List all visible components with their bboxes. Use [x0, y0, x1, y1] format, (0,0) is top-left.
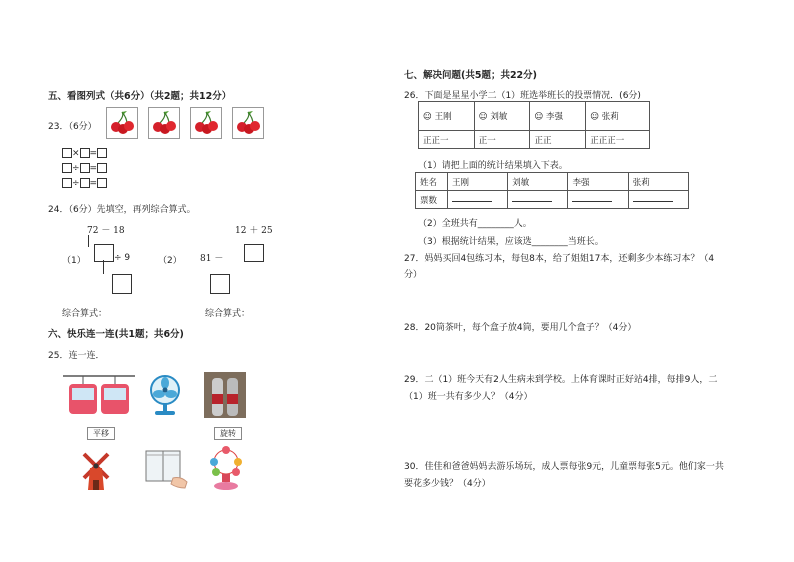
q23-label: 23．（6分）	[48, 122, 97, 132]
tally-cell-4: 正正正一	[586, 131, 650, 149]
q24-left-line-a	[88, 235, 89, 247]
q29-line1: 29．二（1）班今天有2人生病未到学校。上体育课时正好站4排，每排9人，二	[404, 375, 718, 385]
answer-cell[interactable]	[508, 191, 568, 209]
vote-tally-table	[418, 101, 650, 149]
candidate-cell-3: ☺ 李强	[530, 102, 586, 131]
bottles-image	[204, 372, 246, 421]
q24-right-pre: 81 －	[200, 254, 224, 264]
cherry-image-3	[190, 107, 222, 139]
q24-formula-1: 综合算式：	[62, 309, 108, 319]
answer-cell[interactable]	[628, 191, 688, 209]
header-cell: 李强	[568, 173, 628, 191]
answer-cell[interactable]	[447, 191, 507, 209]
tag-translation: 平移	[87, 427, 115, 440]
section5-title: 五、看图列式（共6分）（共2题；共12分）	[48, 91, 232, 102]
q24-label: 24．（6分）先填空，再列综合算式。	[48, 205, 196, 215]
windmill-image	[78, 448, 114, 493]
q26-sub2: （2）全班共有________人。	[418, 219, 532, 229]
q24-right-num: （2）	[158, 256, 182, 266]
q23-equation-2[interactable]: ÷ =	[62, 163, 107, 174]
header-cell: 王刚	[447, 173, 507, 191]
section7-title: 七、解决问题(共5题；共22分)	[404, 70, 538, 81]
q26-sub1: （1）请把上面的统计结果填入下表。	[418, 161, 568, 171]
q24-formula-2: 综合算式：	[205, 309, 251, 319]
cherry-image-4	[232, 107, 264, 139]
q30-line2: 要花多少钱？（4分）	[404, 479, 491, 489]
q29-line2: （1）班一共有多少人？（4分）	[404, 392, 533, 402]
q26-sub3: （3）根据统计结果，应该选________当班长。	[418, 237, 604, 247]
q24-left-op: ÷ 9	[114, 253, 131, 263]
q24-right-box-1[interactable]	[244, 244, 264, 262]
candidate-cell-1: ☺ 王刚	[419, 102, 475, 131]
row-label-cell: 票数	[416, 191, 448, 209]
q24-left-num: （1）	[62, 256, 86, 266]
window-image	[145, 450, 189, 493]
q26-label: 26．下面是星星小学二（1）班选举班长的投票情况．(6分)	[404, 91, 641, 101]
answer-cell[interactable]	[568, 191, 628, 209]
cherry-image-1	[106, 107, 138, 139]
q27-line2: 分）	[404, 270, 423, 280]
candidate-cell-2: ☺ 刘敏	[474, 102, 530, 131]
q28-line1: 28．20筒茶叶，每个盒子放4筒，要用几个盒子？（4分）	[404, 323, 637, 333]
tally-cell-3: 正正	[530, 131, 586, 149]
q24-left-box-1[interactable]	[94, 244, 114, 262]
tally-cell-1: 正正一	[419, 131, 475, 149]
q23-equation-1[interactable]: × =	[62, 148, 107, 159]
header-cell: 姓名	[416, 173, 448, 191]
candidate-cell-4: ☺ 张莉	[586, 102, 650, 131]
q24-left-box-2[interactable]	[112, 274, 132, 294]
q27-line1: 27．妈妈买回4包练习本，每包8本，给了姐姐17本，还剩多少本练习本？（4	[404, 254, 715, 264]
header-cell: 张莉	[628, 173, 688, 191]
vote-count-table	[415, 172, 689, 209]
tag-rotation: 旋转	[214, 427, 242, 440]
q24-right-box-2[interactable]	[210, 274, 230, 294]
avatar: ☺	[423, 112, 432, 122]
avatar: ☺	[590, 112, 600, 122]
avatar: ☺	[534, 112, 544, 122]
cable-car-image	[63, 372, 135, 420]
ferris-wheel-image	[202, 446, 250, 493]
cherry-image-2	[148, 107, 180, 139]
q30-line1: 30．佳佳和爸爸妈妈去游乐场玩，成人票每张9元，儿童票每张5元。他们家一共	[404, 462, 724, 472]
q25-label: 25．连一连．	[48, 351, 105, 361]
tally-cell-2: 正一	[474, 131, 530, 149]
section6-title: 六、快乐连一连(共1题；共6分)	[48, 329, 184, 340]
q24-left-top: 72 － 18	[87, 226, 125, 236]
q23-equation-3[interactable]: ÷ =	[62, 178, 107, 189]
avatar: ☺	[478, 112, 488, 122]
header-cell: 刘敏	[508, 173, 568, 191]
fan-image	[147, 374, 183, 419]
q24-right-top: 12 ＋ 25	[235, 226, 273, 236]
q24-left-line-c	[103, 260, 104, 274]
